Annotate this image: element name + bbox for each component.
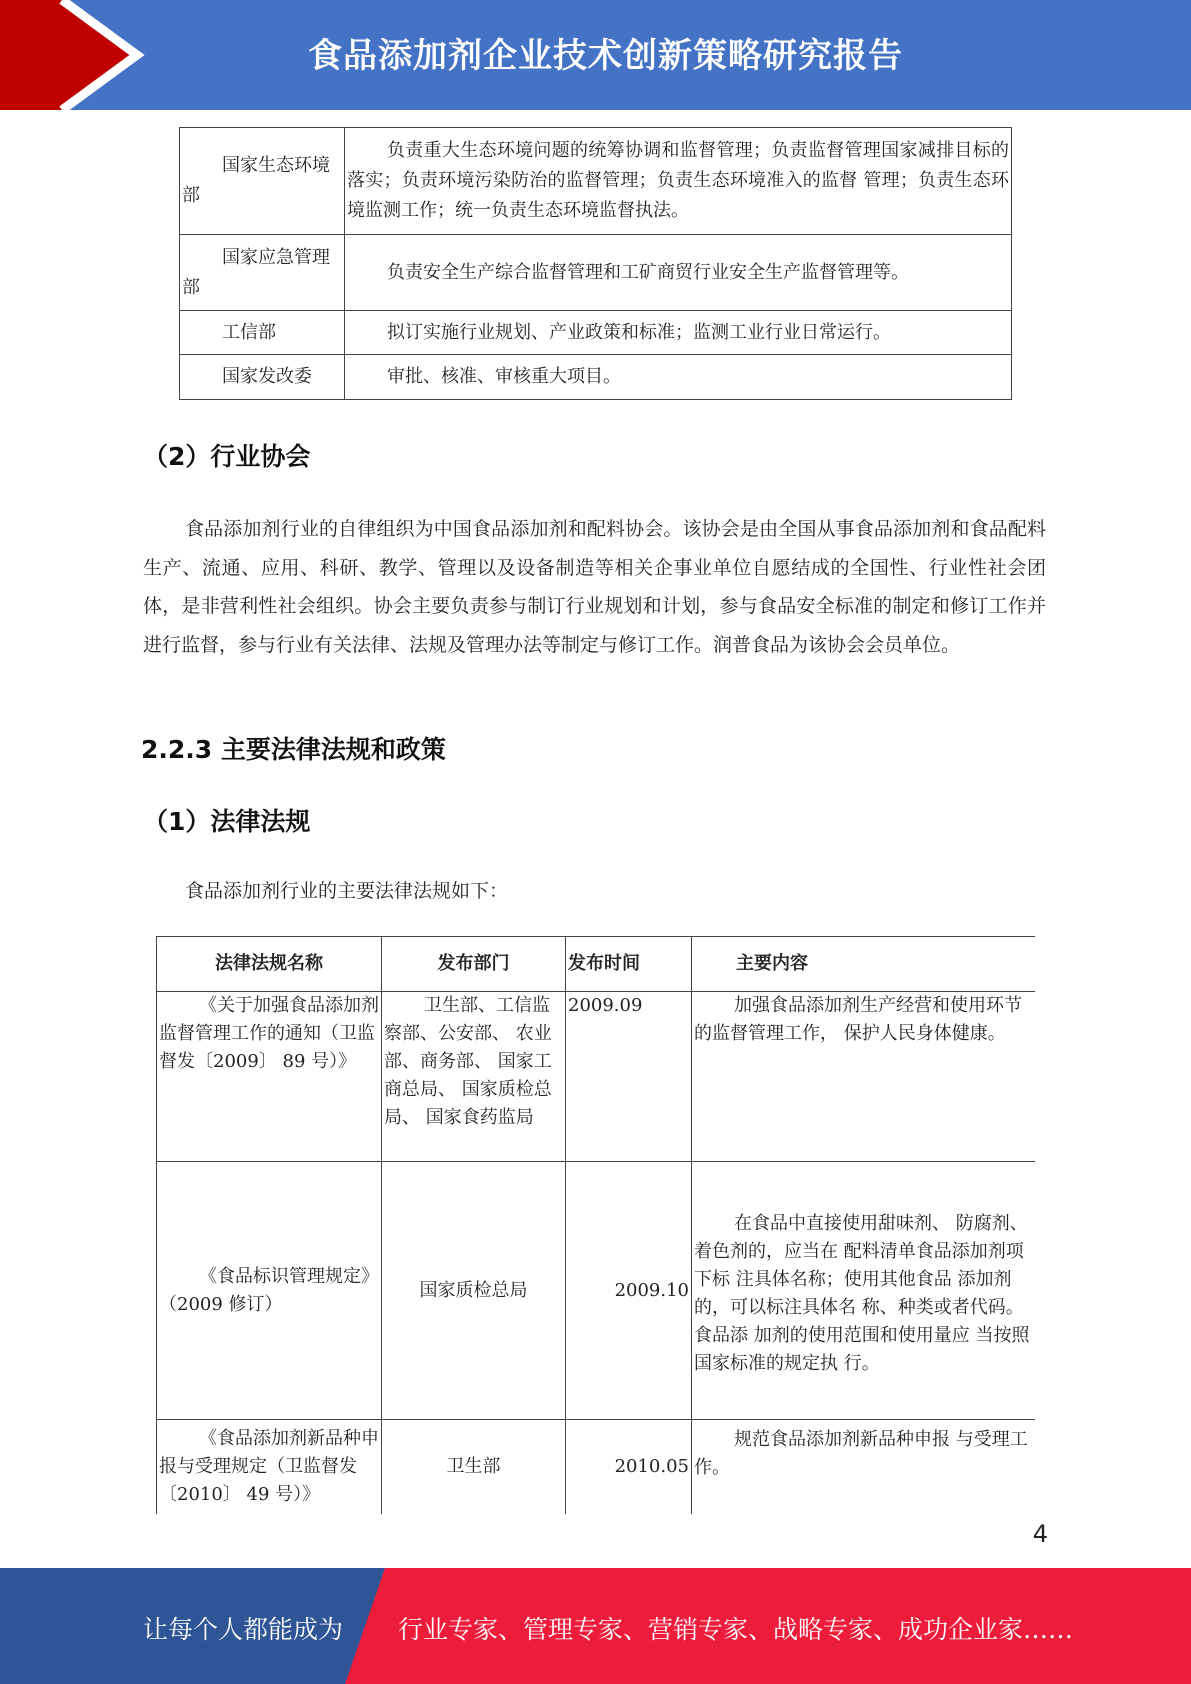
- law-name: 《关于加强食品添加剂监督管理工作的通知（卫监督发〔2009〕 89 号）》: [157, 992, 382, 1162]
- agency-name: 国家应急管理部: [180, 235, 345, 311]
- page-header: [0, 0, 1191, 110]
- agency-duty: 负责重大生态环境问题的统筹协调和监督管理；负责监督管理国家减排目标的落实；负责环境污染防治的监督管理；负责生态环境准入的监督 管理；负责生态环境监测工作；统一负责生态环境监督执法。: [345, 128, 1012, 235]
- agency-duty: 拟订实施行业规划、产业政策和标准；监测工业行业日常运行。: [345, 311, 1012, 355]
- law-name: 《食品添加剂新品种申 报与受理规定（卫监督发〔2010〕 49 号）》: [157, 1420, 382, 1514]
- law-department: 国家质检总局: [382, 1162, 566, 1420]
- table-row: [180, 355, 1012, 400]
- law-table: [156, 936, 1035, 1514]
- law-content: 加强食品添加剂生产经营和使用环节的监督管理工作， 保护人民身体健康。: [692, 992, 1036, 1162]
- law-date: 2010.05: [566, 1420, 692, 1514]
- table-row: [180, 128, 1012, 235]
- footer-slogan-right: 行业专家、管理专家、营销专家、战略专家、成功企业家……: [398, 1615, 1074, 1644]
- agency-name: 国家发改委: [180, 355, 345, 400]
- agency-duty: 负责安全生产综合监督管理和工矿商贸行业安全生产监督管理等。: [345, 235, 1012, 311]
- agency-name: 工信部: [180, 311, 345, 355]
- agency-duty: 审批、核准、审核重大项目。: [345, 355, 1012, 400]
- section-heading-association: （2）行业协会: [143, 442, 311, 471]
- table-row: [157, 1420, 1036, 1514]
- law-department: 卫生部、工信监察部、公安部、 农业部、商务部、 国家工商总局、 国家质检总局、 国家食药监局: [382, 992, 566, 1162]
- column-header-department: 发布部门: [382, 937, 566, 992]
- law-department: 卫生部: [382, 1420, 566, 1514]
- law-content: 规范食品添加剂新品种申报 与受理工作。: [692, 1420, 1036, 1514]
- sub-heading-laws: （1）法律法规: [143, 807, 311, 836]
- page-number: 4: [1032, 1520, 1048, 1548]
- law-date: 2009.09: [566, 992, 692, 1162]
- column-header-name: 法律法规名称: [157, 937, 382, 992]
- law-content: 在食品中直接使用甜味剂、 防腐剂、着色剂的，应当在 配料清单食品添加剂项下标 注具体名称；使用其他食品 添加剂的，可以标注具体名 称、种类或者代码。食品添 加剂的使用范围和使用量应 当按照国家标准的规定执 行。: [692, 1162, 1036, 1420]
- footer-slogan-left: 让每个人都能成为: [143, 1615, 344, 1644]
- association-paragraph: 食品添加剂行业的自律组织为中国食品添加剂和配料协会。该协会是由全国从事食品添加剂和食品配料生产、流通、应用、科研、教学、管理以及设备制造等相关企事业单位自愿结成的全国性、行业性社会团体，是非营利性社会组织。协会主要负责参与制订行业规划和计划，参与食品安全标准的制定和修订工作并进行监督，参与行业有关法律、法规及管理办法等制定与修订工作。润普食品为该协会会员单位。: [143, 518, 1046, 656]
- law-date: 2009.10: [566, 1162, 692, 1420]
- agency-table: [179, 127, 1012, 400]
- column-header-date: 发布时间: [566, 937, 692, 992]
- table-row: [180, 235, 1012, 311]
- header-title: 食品添加剂企业技术创新策略研究报告: [308, 36, 903, 76]
- table-header-row: [157, 937, 1036, 992]
- column-header-content: 主要内容: [692, 937, 1036, 992]
- law-name: 《食品标识管理规定》（2009 修订）: [157, 1162, 382, 1420]
- agency-name: 国家生态环境部: [180, 128, 345, 235]
- page-footer: [0, 1568, 1191, 1684]
- section-heading-policy: 2.2.3 主要法律法规和政策: [141, 735, 446, 764]
- table-row: [157, 1162, 1036, 1420]
- table-row: [157, 992, 1036, 1162]
- table-row: [180, 311, 1012, 355]
- laws-intro: 食品添加剂行业的主要法律法规如下：: [185, 880, 509, 902]
